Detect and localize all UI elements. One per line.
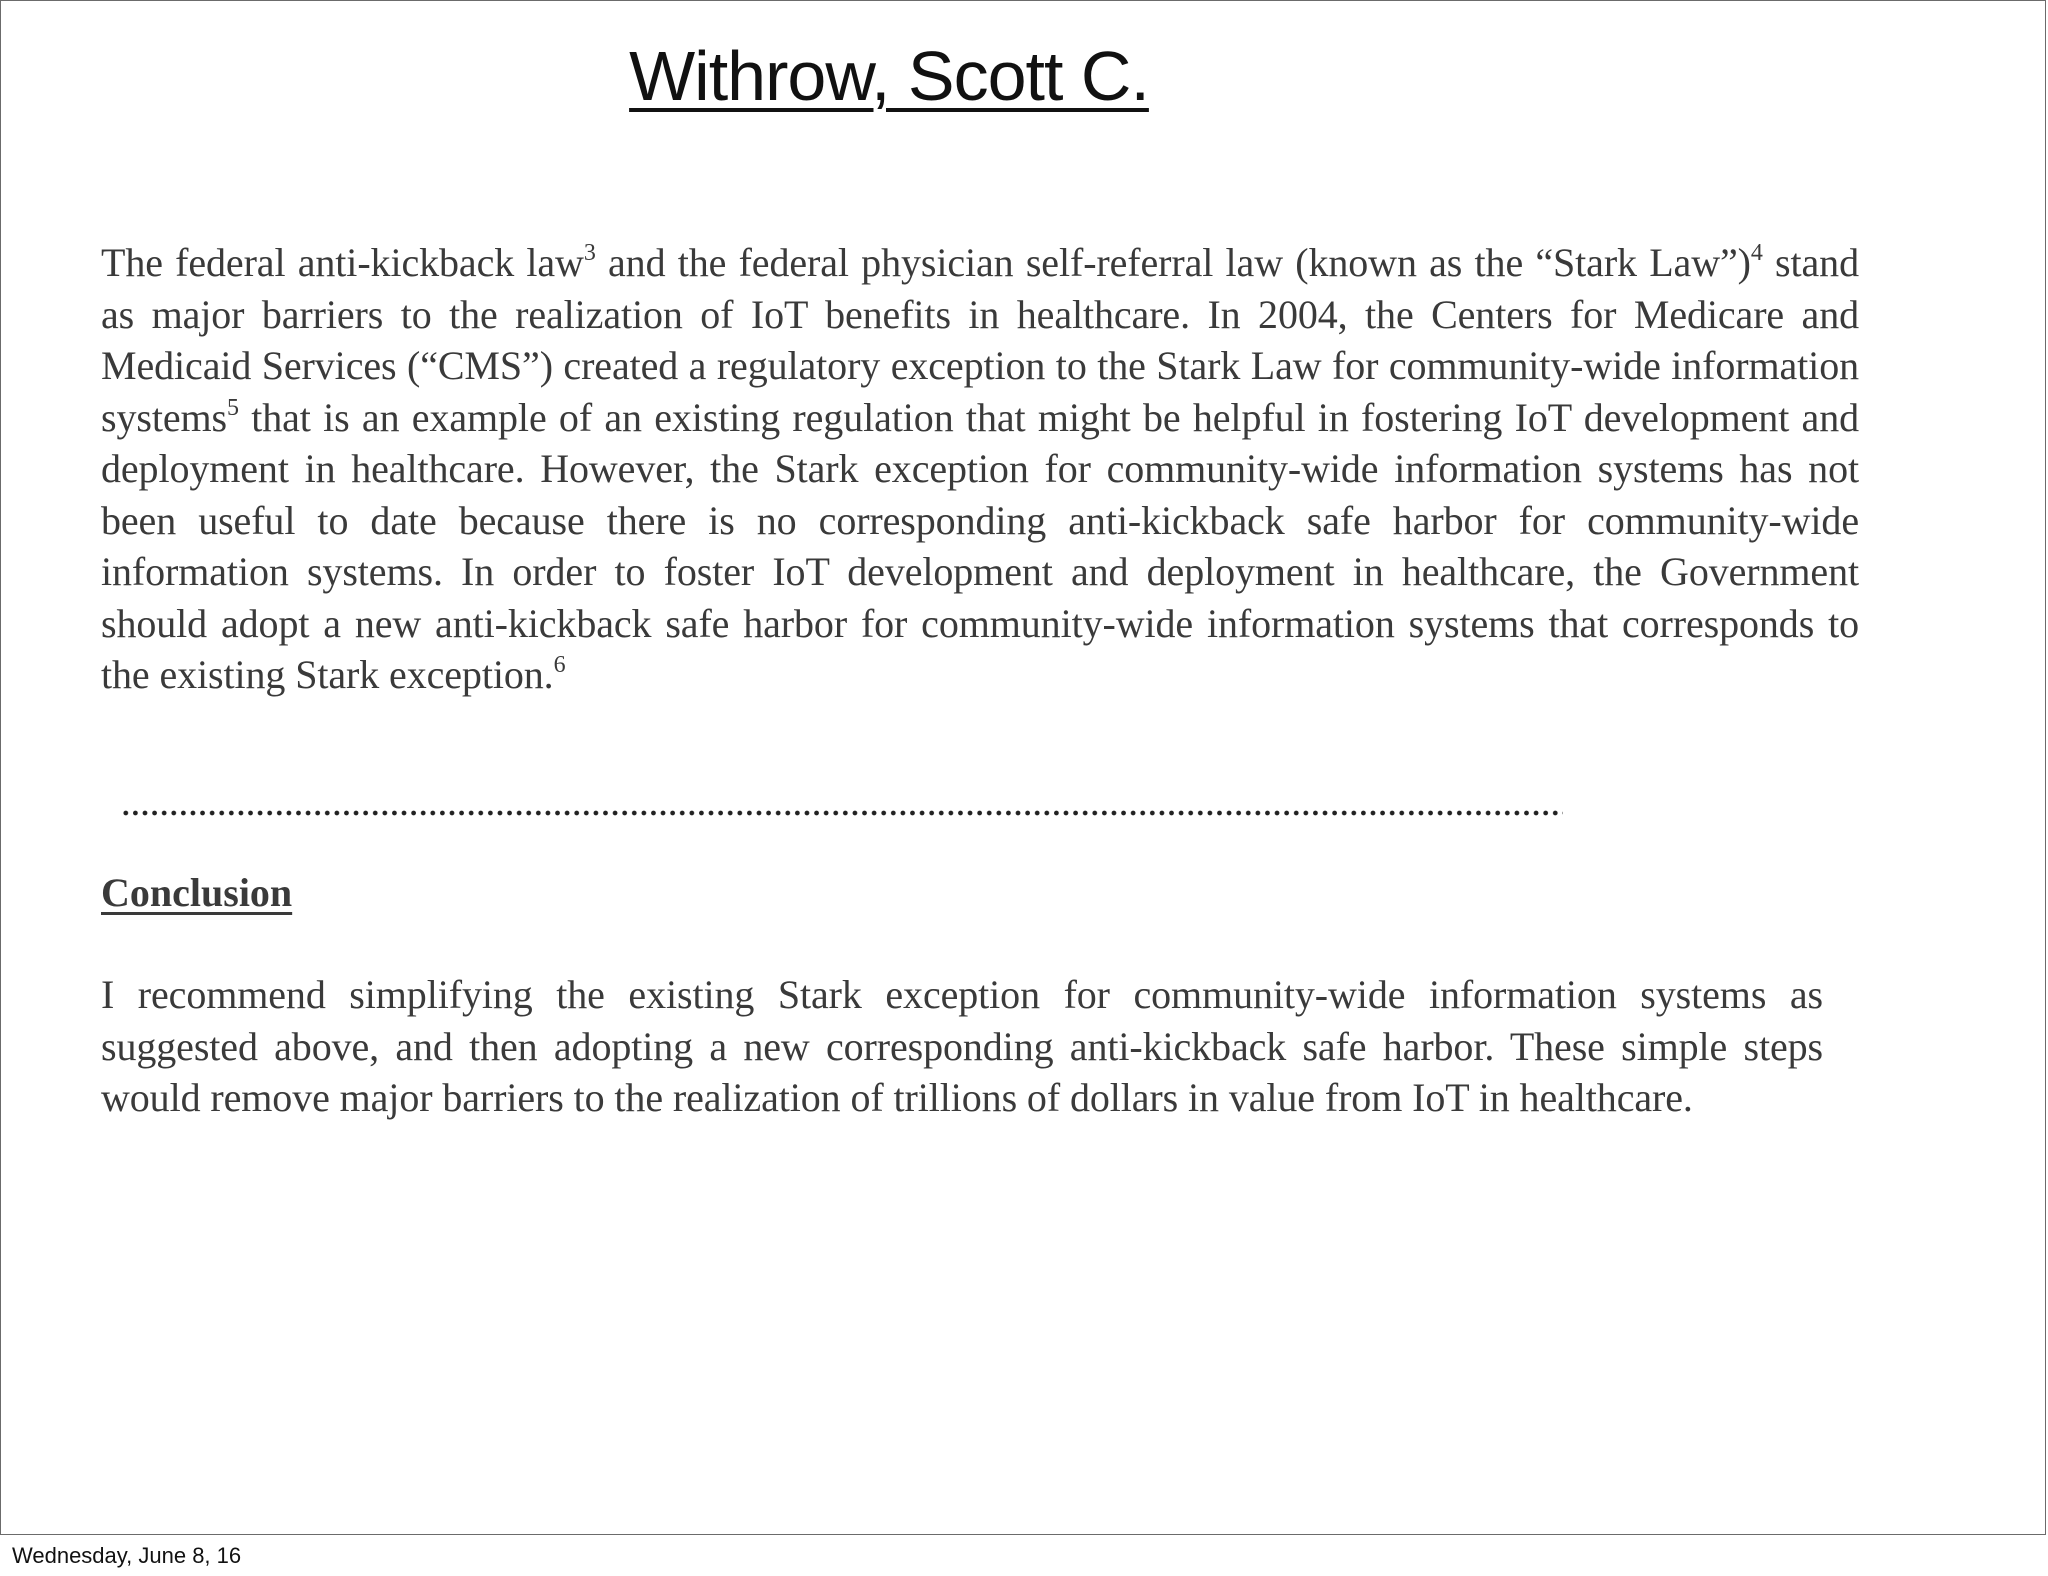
footnote-marker-5: 5 — [226, 394, 239, 421]
footnote-marker-3: 3 — [583, 240, 596, 266]
scanned-text-block — [101, 237, 1859, 701]
paragraph-text-1: The federal anti-kickback law — [101, 240, 584, 285]
footnote-marker-4: 4 — [1750, 240, 1763, 266]
conclusion-heading: Conclusion — [101, 870, 293, 915]
body-paragraph — [101, 237, 1859, 701]
paragraph-text-2: and the federal physician self-referral law (known as the “Stark Law”) — [595, 240, 1751, 285]
dotted-separator — [121, 809, 1563, 817]
footnote-marker-6: 6 — [553, 652, 566, 678]
slide-title-text: Withrow, Scott C. — [629, 37, 1149, 115]
footer-date: Wednesday, June 8, 16 — [12, 1543, 242, 1568]
slide-title — [1, 31, 1777, 121]
paragraph-text-3: stand as major barriers to the realization of IoT benefits in healthcare. In 2004, the Centers for Medicare and Medicaid Services (“CMS”) created a regulatory exception to the Stark Law for community-wide information systems — [101, 240, 1859, 440]
conclusion-block — [101, 969, 1823, 1124]
paragraph-text-4: that is an example of an existing regulation that might be helpful in fostering IoT development and deployment in healthcare. However, the Stark exception for community-wide information systems has not been useful to date because there is no corresponding anti-kickback safe harbor for community-wide information systems. In order to foster IoT development and deployment in healthcare, the Government should adopt a new anti-kickback safe harbor for community-wide information systems that corresponds to the existing Stark exception. — [101, 394, 1859, 697]
conclusion-paragraph: I recommend simplifying the existing Stark exception for community-wide information systems as suggested above, and then adopting a new corresponding anti-kickback safe harbor. These simple steps would remove major barriers to the realization of trillions of dollars in value from IoT in healthcare. — [101, 972, 1823, 1120]
